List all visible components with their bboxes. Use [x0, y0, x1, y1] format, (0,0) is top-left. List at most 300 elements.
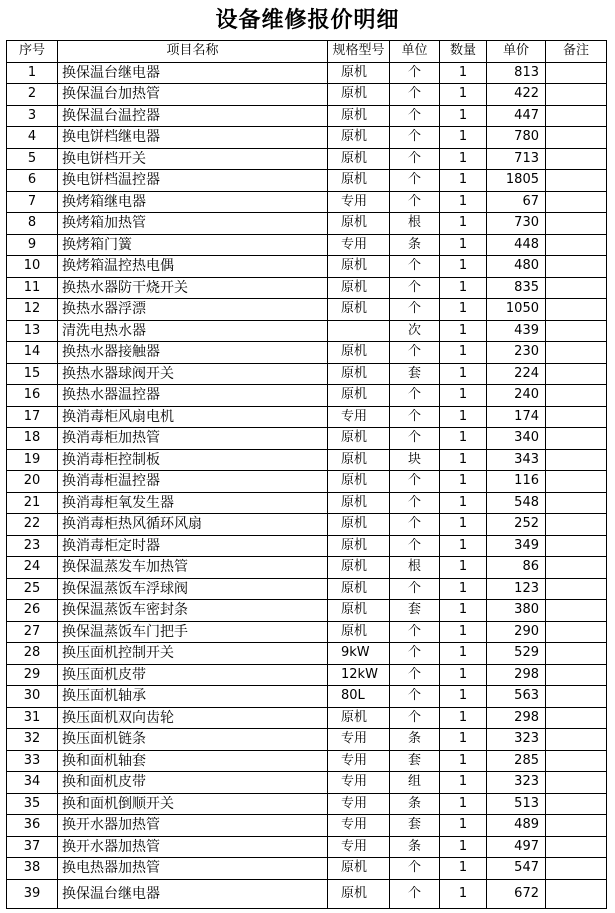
- table-row: [7, 62, 607, 84]
- table-row: [7, 170, 607, 192]
- header-note: 备注: [546, 41, 607, 63]
- cell-name: 换热水器接触器: [58, 342, 328, 364]
- cell-price: 298: [487, 664, 546, 686]
- cell-no: 1: [7, 62, 58, 84]
- cell-price: 563: [487, 686, 546, 708]
- cell-no: 26: [7, 600, 58, 622]
- cell-unit: 个: [390, 148, 440, 170]
- cell-spec: 原机: [328, 84, 390, 106]
- cell-qty: 1: [440, 170, 487, 192]
- cell-qty: 1: [440, 62, 487, 84]
- table-row: [7, 578, 607, 600]
- cell-note: [546, 621, 607, 643]
- table-row: [7, 879, 607, 908]
- cell-unit: 个: [390, 471, 440, 493]
- header-spec: 规格型号: [328, 41, 390, 63]
- cell-price: 343: [487, 449, 546, 471]
- cell-no: 11: [7, 277, 58, 299]
- cell-name: 换热水器防干烧开关: [58, 277, 328, 299]
- table-row: [7, 772, 607, 794]
- cell-name: 换压面机控制开关: [58, 643, 328, 665]
- cell-note: [546, 385, 607, 407]
- cell-spec: 12kW: [328, 664, 390, 686]
- cell-price: 529: [487, 643, 546, 665]
- cell-no: 15: [7, 363, 58, 385]
- cell-no: 16: [7, 385, 58, 407]
- cell-note: [546, 879, 607, 908]
- cell-spec: 专用: [328, 772, 390, 794]
- cell-note: [546, 170, 607, 192]
- cell-price: 513: [487, 793, 546, 815]
- cell-price: 548: [487, 492, 546, 514]
- cell-note: [546, 449, 607, 471]
- cell-price: 439: [487, 320, 546, 342]
- cell-name: 换消毒柜氧发生器: [58, 492, 328, 514]
- cell-qty: 1: [440, 363, 487, 385]
- cell-unit: 个: [390, 621, 440, 643]
- cell-no: 17: [7, 406, 58, 428]
- cell-price: 224: [487, 363, 546, 385]
- cell-unit: 个: [390, 578, 440, 600]
- cell-price: 448: [487, 234, 546, 256]
- cell-unit: 次: [390, 320, 440, 342]
- table-row: [7, 406, 607, 428]
- cell-qty: 1: [440, 191, 487, 213]
- cell-qty: 1: [440, 772, 487, 794]
- cell-price: 447: [487, 105, 546, 127]
- cell-spec: 原机: [328, 213, 390, 235]
- cell-qty: 1: [440, 385, 487, 407]
- cell-qty: 1: [440, 643, 487, 665]
- cell-qty: 1: [440, 492, 487, 514]
- cell-unit: 个: [390, 385, 440, 407]
- cell-qty: 1: [440, 600, 487, 622]
- cell-spec: 专用: [328, 234, 390, 256]
- cell-note: [546, 793, 607, 815]
- cell-spec: 原机: [328, 62, 390, 84]
- table-row: [7, 600, 607, 622]
- cell-name: 换烤箱加热管: [58, 213, 328, 235]
- cell-unit: 根: [390, 557, 440, 579]
- cell-no: 23: [7, 535, 58, 557]
- cell-note: [546, 406, 607, 428]
- cell-no: 6: [7, 170, 58, 192]
- table-row: [7, 643, 607, 665]
- table-row: [7, 342, 607, 364]
- cell-name: 换和面机轴套: [58, 750, 328, 772]
- cell-spec: 原机: [328, 105, 390, 127]
- cell-name: 换压面机链条: [58, 729, 328, 751]
- cell-name: 换热水器温控器: [58, 385, 328, 407]
- table-row: [7, 471, 607, 493]
- table-row: [7, 449, 607, 471]
- cell-name: 换保温蒸饭车密封条: [58, 600, 328, 622]
- cell-note: [546, 686, 607, 708]
- cell-spec: 专用: [328, 815, 390, 837]
- cell-name: 换消毒柜风扇电机: [58, 406, 328, 428]
- cell-price: 547: [487, 858, 546, 880]
- table-row: [7, 213, 607, 235]
- cell-no: 30: [7, 686, 58, 708]
- cell-qty: 1: [440, 84, 487, 106]
- table-row: [7, 686, 607, 708]
- cell-price: 835: [487, 277, 546, 299]
- cell-note: [546, 148, 607, 170]
- cell-qty: 1: [440, 342, 487, 364]
- header-unit: 单位: [390, 41, 440, 63]
- cell-qty: 1: [440, 686, 487, 708]
- cell-unit: 个: [390, 686, 440, 708]
- cell-note: [546, 535, 607, 557]
- document-title: 设备维修报价明细: [215, 7, 400, 33]
- cell-note: [546, 578, 607, 600]
- table-row: [7, 84, 607, 106]
- cell-qty: 1: [440, 879, 487, 908]
- cell-name: 换消毒柜控制板: [58, 449, 328, 471]
- cell-note: [546, 342, 607, 364]
- cell-price: 290: [487, 621, 546, 643]
- table-row: [7, 320, 607, 342]
- cell-unit: 个: [390, 879, 440, 908]
- table-row: [7, 256, 607, 278]
- cell-name: 换消毒柜温控器: [58, 471, 328, 493]
- cell-unit: 个: [390, 535, 440, 557]
- cell-spec: 原机: [328, 621, 390, 643]
- cell-no: 4: [7, 127, 58, 149]
- cell-note: [546, 557, 607, 579]
- cell-no: 35: [7, 793, 58, 815]
- cell-unit: 个: [390, 105, 440, 127]
- cell-spec: 专用: [328, 793, 390, 815]
- cell-note: [546, 707, 607, 729]
- cell-no: 7: [7, 191, 58, 213]
- cell-no: 25: [7, 578, 58, 600]
- cell-qty: 1: [440, 514, 487, 536]
- cell-spec: 原机: [328, 127, 390, 149]
- cell-spec: 原机: [328, 471, 390, 493]
- cell-note: [546, 514, 607, 536]
- cell-price: 230: [487, 342, 546, 364]
- cell-no: 38: [7, 858, 58, 880]
- cell-note: [546, 277, 607, 299]
- cell-note: [546, 492, 607, 514]
- cell-qty: 1: [440, 707, 487, 729]
- cell-spec: 9kW: [328, 643, 390, 665]
- cell-note: [546, 729, 607, 751]
- cell-spec: 原机: [328, 277, 390, 299]
- table-row: [7, 707, 607, 729]
- cell-price: 422: [487, 84, 546, 106]
- cell-unit: 个: [390, 127, 440, 149]
- cell-spec: 专用: [328, 836, 390, 858]
- cell-name: 换热水器球阀开关: [58, 363, 328, 385]
- cell-no: 18: [7, 428, 58, 450]
- cell-unit: 条: [390, 836, 440, 858]
- cell-price: 1050: [487, 299, 546, 321]
- cell-qty: 1: [440, 406, 487, 428]
- cell-qty: 1: [440, 471, 487, 493]
- cell-name: 换电饼档温控器: [58, 170, 328, 192]
- cell-price: 123: [487, 578, 546, 600]
- cell-spec: 原机: [328, 858, 390, 880]
- cell-spec: 原机: [328, 342, 390, 364]
- cell-qty: 1: [440, 621, 487, 643]
- cell-qty: 1: [440, 277, 487, 299]
- table-row: [7, 492, 607, 514]
- cell-qty: 1: [440, 750, 487, 772]
- cell-unit: 个: [390, 406, 440, 428]
- cell-unit: 个: [390, 62, 440, 84]
- table-row: [7, 148, 607, 170]
- cell-no: 9: [7, 234, 58, 256]
- table-row: [7, 621, 607, 643]
- cell-no: 24: [7, 557, 58, 579]
- table-row: [7, 750, 607, 772]
- table-row: [7, 277, 607, 299]
- cell-unit: 个: [390, 428, 440, 450]
- cell-price: 298: [487, 707, 546, 729]
- cell-no: 20: [7, 471, 58, 493]
- cell-spec: 专用: [328, 191, 390, 213]
- header-qty: 数量: [440, 41, 487, 63]
- cell-name: 换保温台温控器: [58, 105, 328, 127]
- cell-note: [546, 127, 607, 149]
- cell-unit: 套: [390, 815, 440, 837]
- table-row: [7, 729, 607, 751]
- cell-spec: [328, 320, 390, 342]
- cell-unit: 条: [390, 729, 440, 751]
- cell-name: 换保温蒸发车加热管: [58, 557, 328, 579]
- cell-note: [546, 84, 607, 106]
- cell-price: 780: [487, 127, 546, 149]
- cell-no: 10: [7, 256, 58, 278]
- cell-qty: 1: [440, 815, 487, 837]
- cell-name: 换和面机倒顺开关: [58, 793, 328, 815]
- cell-name: 换压面机双向齿轮: [58, 707, 328, 729]
- cell-no: 5: [7, 148, 58, 170]
- cell-qty: 1: [440, 858, 487, 880]
- cell-unit: 个: [390, 299, 440, 321]
- header-name: 项目名称: [58, 41, 328, 63]
- cell-spec: 原机: [328, 514, 390, 536]
- cell-name: 换电饼档继电器: [58, 127, 328, 149]
- cell-no: 27: [7, 621, 58, 643]
- cell-price: 116: [487, 471, 546, 493]
- cell-price: 713: [487, 148, 546, 170]
- cell-no: 28: [7, 643, 58, 665]
- cell-spec: 原机: [328, 385, 390, 407]
- cell-no: 32: [7, 729, 58, 751]
- cell-spec: 原机: [328, 600, 390, 622]
- cell-name: 换开水器加热管: [58, 836, 328, 858]
- cell-name: 换压面机轴承: [58, 686, 328, 708]
- cell-name: 换保温台继电器: [58, 879, 328, 908]
- cell-no: 22: [7, 514, 58, 536]
- cell-price: 323: [487, 772, 546, 794]
- cell-qty: 1: [440, 256, 487, 278]
- table-row: [7, 664, 607, 686]
- table-row: [7, 836, 607, 858]
- cell-note: [546, 664, 607, 686]
- table-row: [7, 514, 607, 536]
- cell-name: 换和面机皮带: [58, 772, 328, 794]
- cell-spec: 原机: [328, 449, 390, 471]
- cell-name: 换消毒柜热风循环风扇: [58, 514, 328, 536]
- cell-qty: 1: [440, 234, 487, 256]
- cell-spec: 原机: [328, 557, 390, 579]
- cell-no: 31: [7, 707, 58, 729]
- cell-name: 换开水器加热管: [58, 815, 328, 837]
- cell-name: 换电饼档开关: [58, 148, 328, 170]
- cell-no: 39: [7, 879, 58, 908]
- cell-no: 14: [7, 342, 58, 364]
- cell-qty: 1: [440, 105, 487, 127]
- cell-price: 489: [487, 815, 546, 837]
- cell-no: 12: [7, 299, 58, 321]
- table-row: [7, 858, 607, 880]
- header-row: [7, 41, 607, 63]
- cell-unit: 个: [390, 170, 440, 192]
- cell-note: [546, 750, 607, 772]
- cell-price: 252: [487, 514, 546, 536]
- cell-note: [546, 428, 607, 450]
- cell-name: 换烤箱温控热电偶: [58, 256, 328, 278]
- quote-table: [6, 40, 607, 909]
- cell-name: 换消毒柜加热管: [58, 428, 328, 450]
- cell-price: 380: [487, 600, 546, 622]
- cell-note: [546, 815, 607, 837]
- cell-unit: 个: [390, 277, 440, 299]
- cell-no: 2: [7, 84, 58, 106]
- cell-name: 换热水器浮漂: [58, 299, 328, 321]
- cell-name: 换压面机皮带: [58, 664, 328, 686]
- cell-unit: 块: [390, 449, 440, 471]
- cell-note: [546, 320, 607, 342]
- header-no: 序号: [7, 41, 58, 63]
- cell-no: 37: [7, 836, 58, 858]
- cell-name: 换烤箱继电器: [58, 191, 328, 213]
- cell-no: 34: [7, 772, 58, 794]
- cell-no: 8: [7, 213, 58, 235]
- cell-price: 497: [487, 836, 546, 858]
- cell-qty: 1: [440, 213, 487, 235]
- cell-price: 813: [487, 62, 546, 84]
- cell-spec: 原机: [328, 707, 390, 729]
- table-row: [7, 299, 607, 321]
- cell-price: 174: [487, 406, 546, 428]
- table-row: [7, 428, 607, 450]
- cell-spec: 原机: [328, 256, 390, 278]
- cell-name: 换烤箱门簧: [58, 234, 328, 256]
- cell-qty: 1: [440, 535, 487, 557]
- cell-unit: 个: [390, 707, 440, 729]
- table-row: [7, 385, 607, 407]
- table-row: [7, 127, 607, 149]
- cell-qty: 1: [440, 127, 487, 149]
- cell-name: 换消毒柜定时器: [58, 535, 328, 557]
- cell-qty: 1: [440, 428, 487, 450]
- cell-note: [546, 234, 607, 256]
- cell-unit: 个: [390, 256, 440, 278]
- cell-qty: 1: [440, 578, 487, 600]
- table-row: [7, 191, 607, 213]
- cell-note: [546, 256, 607, 278]
- cell-note: [546, 191, 607, 213]
- cell-price: 1805: [487, 170, 546, 192]
- cell-note: [546, 836, 607, 858]
- cell-spec: 原机: [328, 879, 390, 908]
- cell-name: 换保温蒸饭车门把手: [58, 621, 328, 643]
- cell-note: [546, 772, 607, 794]
- cell-note: [546, 600, 607, 622]
- table-row: [7, 815, 607, 837]
- cell-name: 换电热器加热管: [58, 858, 328, 880]
- cell-spec: 专用: [328, 729, 390, 751]
- table-row: [7, 535, 607, 557]
- cell-unit: 个: [390, 492, 440, 514]
- cell-spec: 原机: [328, 363, 390, 385]
- cell-note: [546, 858, 607, 880]
- cell-unit: 条: [390, 793, 440, 815]
- cell-no: 33: [7, 750, 58, 772]
- cell-price: 480: [487, 256, 546, 278]
- cell-qty: 1: [440, 557, 487, 579]
- cell-name: 清洗电热水器: [58, 320, 328, 342]
- table-row: [7, 234, 607, 256]
- cell-qty: 1: [440, 793, 487, 815]
- cell-spec: 原机: [328, 148, 390, 170]
- cell-no: 13: [7, 320, 58, 342]
- table-row: [7, 363, 607, 385]
- cell-note: [546, 299, 607, 321]
- cell-qty: 1: [440, 299, 487, 321]
- cell-price: 340: [487, 428, 546, 450]
- cell-unit: 个: [390, 514, 440, 536]
- cell-spec: 专用: [328, 406, 390, 428]
- cell-qty: 1: [440, 836, 487, 858]
- cell-unit: 套: [390, 750, 440, 772]
- cell-unit: 根: [390, 213, 440, 235]
- cell-qty: 1: [440, 449, 487, 471]
- cell-price: 240: [487, 385, 546, 407]
- cell-name: 换保温台加热管: [58, 84, 328, 106]
- cell-price: 86: [487, 557, 546, 579]
- cell-price: 285: [487, 750, 546, 772]
- cell-no: 21: [7, 492, 58, 514]
- cell-spec: 原机: [328, 578, 390, 600]
- cell-spec: 专用: [328, 750, 390, 772]
- cell-qty: 1: [440, 320, 487, 342]
- cell-note: [546, 471, 607, 493]
- cell-price: 672: [487, 879, 546, 908]
- cell-note: [546, 105, 607, 127]
- cell-spec: 原机: [328, 492, 390, 514]
- cell-spec: 原机: [328, 535, 390, 557]
- cell-unit: 组: [390, 772, 440, 794]
- cell-price: 67: [487, 191, 546, 213]
- cell-spec: 原机: [328, 170, 390, 192]
- cell-unit: 套: [390, 363, 440, 385]
- cell-qty: 1: [440, 664, 487, 686]
- table-row: [7, 557, 607, 579]
- cell-unit: 套: [390, 600, 440, 622]
- table-body: [7, 62, 607, 908]
- cell-price: 730: [487, 213, 546, 235]
- cell-unit: 个: [390, 664, 440, 686]
- cell-spec: 80L: [328, 686, 390, 708]
- cell-note: [546, 363, 607, 385]
- cell-no: 29: [7, 664, 58, 686]
